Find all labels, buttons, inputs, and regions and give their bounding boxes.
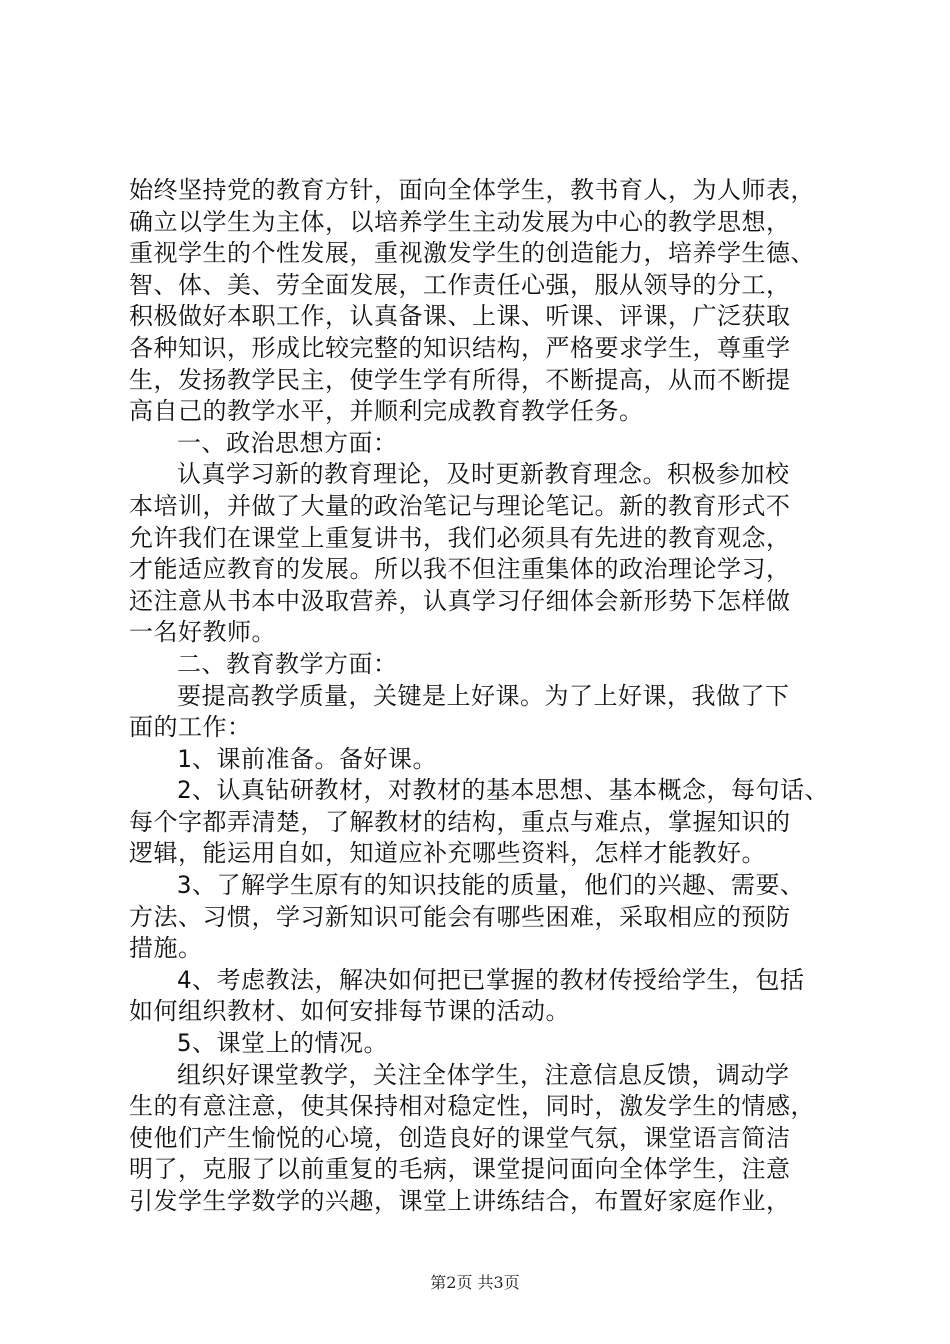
text-line: 引发学生学数学的兴趣，课堂上讲练结合，布置好家庭作业， (129, 1187, 791, 1215)
text-line: 本培训，并做了大量的政治笔记与理论笔记。新的教育形式不 (129, 491, 791, 520)
text-line: 1、课前准备。备好课。 (177, 744, 437, 773)
text-line: 智、体、美、劳全面发展，工作责任心强，服从领导的分工， (129, 270, 791, 299)
text-line: 如何组织教材、如何安排每节课的活动。 (129, 997, 570, 1026)
text-line: 组织好课堂教学，关注全体学生，注意信息反馈，调动学 (177, 1060, 790, 1089)
text-line: 始终坚持党的教育方针，面向全体学生，教书育人，为人师表， (129, 176, 815, 204)
text-line: 允许我们在课堂上重复讲书，我们必须具有先进的教育观念， (129, 523, 791, 552)
text-line: 3、了解学生原有的知识技能的质量，他们的兴趣、需要、 (177, 871, 805, 900)
text-line: 各种知识，形成比较完整的知识结构，严格要求学生，尊重学 (129, 333, 791, 362)
text-line: 生，发扬教学民主，使学生学有所得，不断提高，从而不断提 (129, 365, 791, 394)
text-line: 一名好教师。 (129, 618, 276, 647)
text-line: 要提高教学质量，关键是上好课。为了上好课，我做了下 (177, 681, 790, 710)
text-line: 一、政治思想方面： (177, 428, 398, 457)
text-line: 生的有意注意，使其保持相对稳定性，同时，激发学生的情感， (129, 1092, 815, 1121)
text-line: 还注意从书本中汲取营养，认真学习仔细体会新形势下怎样做 (129, 586, 791, 615)
text-line: 5、课堂上的情况。 (177, 1029, 388, 1058)
text-line: 认真学习新的教育理论，及时更新教育理念。积极参加校 (177, 460, 790, 489)
text-line: 使他们产生愉悦的心境，创造良好的课堂气氛，课堂语言简洁 (129, 1123, 791, 1152)
text-line: 面的工作： (129, 713, 252, 742)
text-line: 积极做好本职工作，认真备课、上课、听课、评课，广泛获取 (129, 302, 791, 331)
text-line: 4、考虑教法，解决如何把已掌握的教材传授给学生，包括 (177, 965, 805, 994)
text-line: 重视学生的个性发展，重视激发学生的创造能力，培养学生德、 (129, 239, 815, 268)
text-line: 明了，克服了以前重复的毛病，课堂提问面向全体学生，注意 (129, 1155, 791, 1184)
text-line: 二、教育教学方面： (177, 649, 398, 678)
text-line: 才能适应教育的发展。所以我不但注重集体的政治理论学习， (129, 555, 791, 584)
text-line: 逻辑，能运用自如，知道应补充哪些资料，怎样才能教好。 (129, 839, 766, 868)
body-text (129, 175, 849, 1218)
text-line: 2、认真钻研教材，对教材的基本思想、基本概念，每句话、 (177, 776, 829, 805)
text-line: 高自己的教学水平，并顺利完成教育教学任务。 (129, 397, 644, 426)
text-line: 确立以学生为主体，以培养学生主动发展为中心的教学思想， (129, 207, 791, 236)
text-line: 措施。 (129, 934, 203, 963)
page-number-footer: 第2页 共3页 (430, 1273, 520, 1292)
text-line: 每个字都弄清楚，了解教材的结构，重点与难点，掌握知识的 (129, 807, 791, 836)
text-line: 方法、习惯，学习新知识可能会有哪些困难，采取相应的预防 (129, 902, 791, 931)
